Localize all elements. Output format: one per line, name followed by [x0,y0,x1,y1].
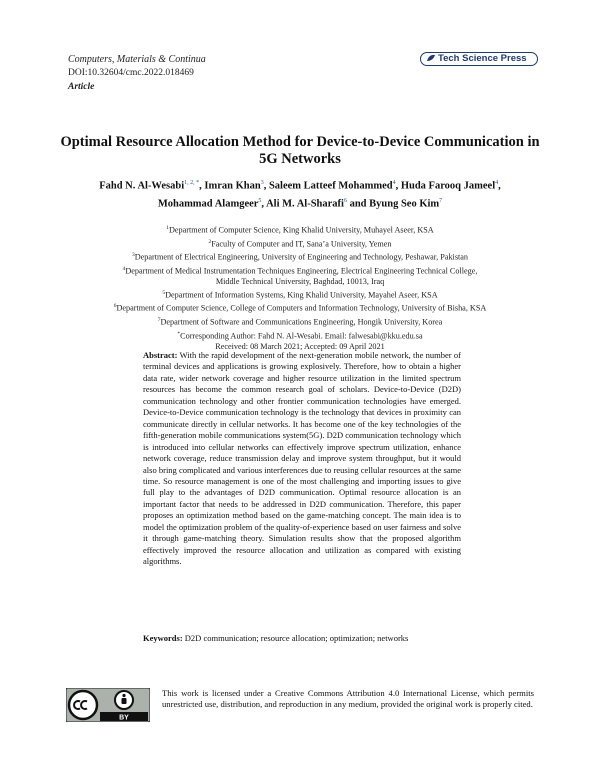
author-name: Huda Farooq Jameel [400,180,496,192]
affiliation-line [60,223,540,237]
doi[interactable]: DOI:10.32604/cmc.2022.018469 [68,68,194,78]
journal-name: Computers, Materials & Continua [68,54,206,65]
author-name: Ali M. Al-Sharafi [266,198,344,209]
author-list [60,176,540,211]
author-separator: and [346,198,370,209]
affiliation-line [60,301,540,315]
author-affiliation-marker[interactable]: 4 [392,180,396,186]
affiliation-marker: 7 [157,316,161,323]
affiliation-text: Department of Software and Communications Engineering, Hongik University, Korea [160,317,443,327]
by-label: BY [119,714,129,722]
affiliation-text: Department of Electrical Engineering, University of Engineering and Technology, Peshawar, Pakistan [134,252,469,262]
affiliation-marker: 2 [208,238,212,245]
affiliation-marker: 3 [131,252,135,259]
author-separator: , [261,198,267,209]
article-type: Article [68,82,95,92]
affiliation-line [60,277,540,288]
affiliation-list [60,223,540,353]
affiliation-text: Department of Medical Instrumentation Techniques Engineering, Electrical Engineering Technical College, [125,266,478,276]
affiliation-marker: * [177,330,181,337]
author-affiliation-marker[interactable]: 6 [343,197,347,204]
author-affiliation-marker[interactable]: 5 [258,197,262,204]
paper-title [60,134,540,168]
title-line-1: Optimal Resource Allocation Method for Device-to-Device Communication in [60,134,540,150]
author-separator: , [498,180,501,192]
affiliation-line [60,237,540,251]
affiliation-line [60,329,540,343]
author-separator: , [199,180,205,192]
affiliation-text: Faculty of Computer and IT, Sana’a University, Yemen [211,239,392,249]
publisher-logo [420,52,538,68]
license-text: This work is licensed under a Creative Commons Attribution 4.0 International License, which permits unrestricted use, distribution, and reproduction in any medium, provided the original work is properly cited. [162,688,534,710]
author-name: Byung Seo Kim [369,198,440,209]
affiliation-marker: 6 [113,303,117,310]
affiliation-text: Middle Technical University, Baghdad, 10013, Iraq [215,277,385,287]
keywords-text: D2D communication; resource allocation; optimization; networks [184,633,409,643]
author-affiliation-marker[interactable]: 7 [439,197,443,204]
author-separator: , [263,180,269,192]
author-affiliation-marker[interactable]: 4 [495,180,499,186]
abstract [143,350,461,568]
author-name: Fahd N. Al-Wesabi [99,180,185,192]
affiliation-marker: 1 [166,225,169,231]
author-name: Mohammad Alamgeer [157,198,259,209]
affiliation-text: Department of Information Systems, King Khalid University, Mayahel Aseer, KSA [165,290,438,300]
author-affiliation-marker[interactable]: 3 [260,180,264,186]
affiliation-text: Department of Computer Science, College of Computers and Information Technology, University of Bisha, KSA [116,304,487,314]
creative-commons-badge[interactable] [66,688,150,722]
affiliation-text: Department of Computer Science, King Khalid University, Muhayel Aseer, KSA [169,225,434,235]
affiliation-marker: 5 [162,289,166,296]
keywords [143,633,461,644]
author-name: Saleem Latteef Mohammed [268,180,393,192]
affiliation-text: Received: 08 March 2021; Accepted: 09 April 2021 [215,342,385,352]
title-line-2: 5G Networks [259,151,341,167]
author-affiliation-marker[interactable]: 1, 2, * [184,180,200,186]
publisher-leaf-icon [426,53,436,63]
affiliation-line [60,250,540,264]
abstract-text: With the rapid development of the next-generation mobile network, the number of terminal devices and applications is growing explosively. Therefore, how to obtain a higher data rate, wider network coverage and higher resource utilization in the limited spectrum resources has become the common research goal of scholars. Device-to-Device (D2D) communication technology and other frontier communication technologies have emerged. Device-to-Device communication technology is the technology that devices in proximity can communicate directly in cellular networks. It has become one of the key technologies of the fifth-generation mobile communications system(5G). D2D communication technology which is introduced into cellular networks can effectively improve spectrum utilization, enhance network coverage, reduce transmission delay and improve system throughput, but it would also bring complicated and various interferences due to reusing cellular resources at the same time. So resource management is one of the most challenging and importing issues to give full play to the advantages of D2D communication. Optimal resource allocation is an important factor that needs to be addressed in D2D communication. Therefore, this paper proposes an optimization method based on the game-matching concept. The main idea is to model the optimization problem of the quality-of-experience based on user fairness and solve it through game-matching theory. Simulation results show that the proposed algorithm effectively improved the resource allocation and utilization as compared with existing algorithms. [143,350,461,567]
affiliation-text: Corresponding Author: Fahd N. Al-Wesabi. Email: falwesabi@kku.edu.sa [180,331,423,341]
affiliation-line [60,315,540,329]
affiliation-marker: 4 [122,265,126,272]
keywords-label: Keywords: [143,633,183,643]
affiliation-line [60,288,540,302]
affiliation-line [60,264,540,278]
author-separator: , [395,180,401,192]
publisher-name: Tech Science Press [438,53,527,64]
abstract-label: Abstract: [143,350,178,360]
author-name: Imran Khan [204,180,261,192]
